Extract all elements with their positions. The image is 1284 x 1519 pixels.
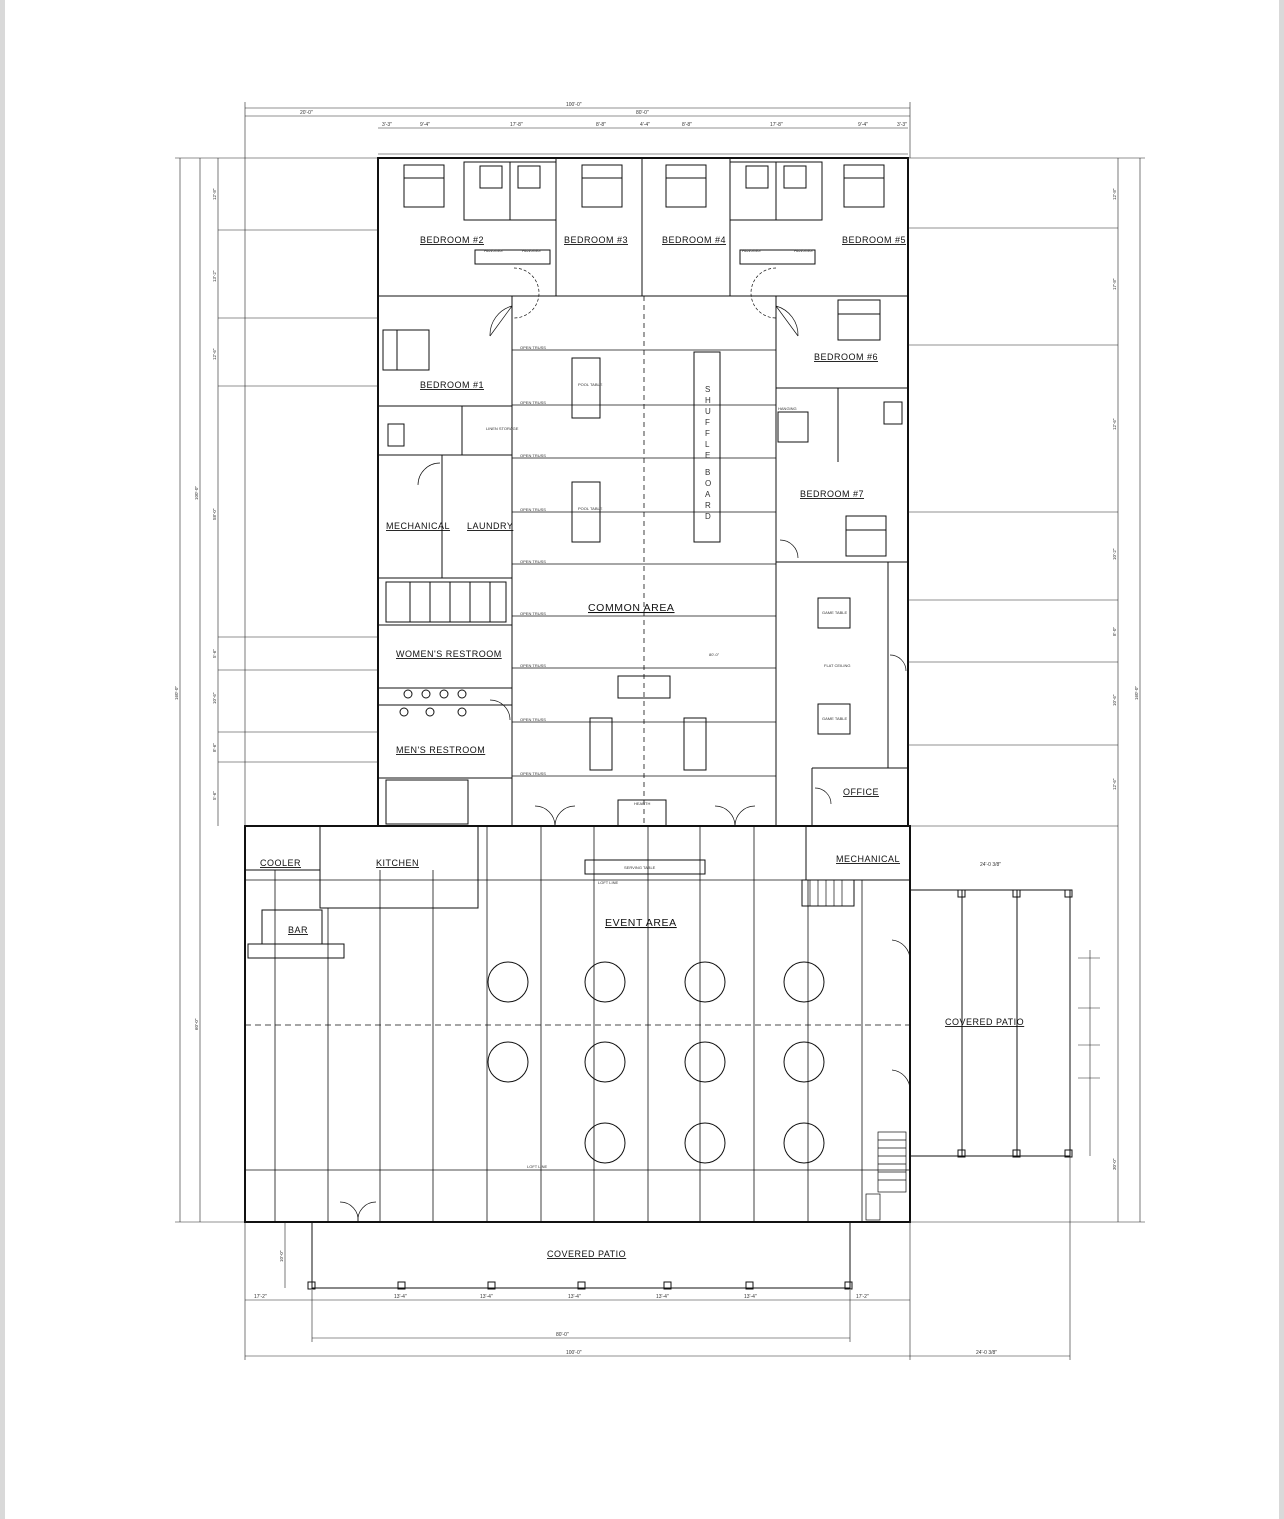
dim-top: 9'-4" <box>858 122 868 128</box>
label-womens-restroom: WOMEN'S RESTROOM <box>396 649 502 659</box>
dim-top: 17'-8" <box>770 122 783 128</box>
stairs <box>810 880 906 1220</box>
label-covered-patio-right: COVERED PATIO <box>945 1017 1025 1027</box>
note-pool-table: POOL TABLE <box>578 382 603 387</box>
dim-left: 5'-6" <box>212 791 217 800</box>
dim-top: 17'-8" <box>510 122 523 128</box>
dim-top: 8'-8" <box>682 122 692 128</box>
dim-bottom: 13'-4" <box>568 1294 581 1300</box>
shuffleboard-letter: R <box>705 501 711 510</box>
label-office: OFFICE <box>843 787 879 797</box>
label-bedroom-3: BEDROOM #3 <box>564 235 629 245</box>
label-covered-patio-bottom: COVERED PATIO <box>547 1249 627 1259</box>
shuffleboard-letter: B <box>705 468 711 477</box>
dim-overall-width: 100'-0" <box>566 102 582 108</box>
shuffleboard-letter: H <box>705 396 711 405</box>
label-common-area: COMMON AREA <box>588 602 675 614</box>
note-open-truss: OPEN TRUSS <box>520 507 546 512</box>
label-kitchen: KITCHEN <box>376 858 420 868</box>
note-open-truss: OPEN TRUSS <box>520 611 546 616</box>
dimension-lines <box>175 102 1145 1360</box>
note-hanging: HANGING <box>778 406 797 411</box>
dim-right: 10'-6" <box>1112 694 1117 706</box>
note-open-truss: OPEN TRUSS <box>520 453 546 458</box>
dim-top: 3'-3" <box>382 122 392 128</box>
note-open-truss: OPEN TRUSS <box>520 717 546 722</box>
toilets-and-fixtures <box>388 166 902 716</box>
shuffleboard-letter: U <box>705 407 711 416</box>
dim-left-offset: 20'-0" <box>300 110 313 116</box>
right-wing-walls <box>776 388 908 826</box>
shuffleboard-letter: F <box>705 418 710 427</box>
note-open-truss: OPEN TRUSS <box>520 559 546 564</box>
sofas <box>590 676 706 770</box>
dim-left: 12'-6" <box>212 348 217 360</box>
label-bedroom-1: BEDROOM #1 <box>420 380 485 390</box>
note-dim: 80'-0" <box>709 652 720 657</box>
label-cooler: COOLER <box>260 858 302 868</box>
bedroom-row-walls <box>378 158 908 296</box>
dim-left: 12'-8" <box>212 188 217 200</box>
note-hearth: HEARTH <box>634 801 651 806</box>
dim-overall-height: 160'-0" <box>174 686 179 700</box>
note-open-truss: OPEN TRUSS <box>520 663 546 668</box>
dim-overall-height-right: 160'-0" <box>1134 686 1139 700</box>
shuffleboard-letter: A <box>705 490 711 499</box>
dim-overall-width-bottom: 100'-0" <box>566 1350 582 1356</box>
label-mens-restroom: MEN'S RESTROOM <box>396 745 486 755</box>
note-game-table: GAME TABLE <box>822 716 848 721</box>
label-bar: BAR <box>288 925 309 935</box>
dim-lower-height: 60'-0" <box>194 1018 199 1030</box>
dim-bottom: 13'-4" <box>394 1294 407 1300</box>
dim-patio-depth: 10'-0" <box>279 1250 284 1262</box>
note-hanging: HANGING <box>794 248 813 253</box>
shuffleboard-letter: D <box>705 512 711 521</box>
dim-right-patio-top: 24'-0 3/8" <box>980 862 1002 868</box>
label-bedroom-2: BEDROOM #2 <box>420 235 485 245</box>
dim-bottom: 17'-2" <box>254 1294 267 1300</box>
note-flat-ceiling: FLAT CEILING <box>824 663 851 668</box>
dim-top: 3'-3" <box>897 122 907 128</box>
note-open-truss: OPEN TRUSS <box>520 400 546 405</box>
dim-left: 5'-6" <box>212 649 217 658</box>
note-open-truss: OPEN TRUSS <box>520 771 546 776</box>
label-mechanical-upper: MECHANICAL <box>386 521 451 531</box>
note-hanging: HANGING <box>742 248 761 253</box>
note-hanging: HANGING <box>522 248 541 253</box>
note-pool-table: POOL TABLE <box>578 506 603 511</box>
dim-top: 4'-4" <box>640 122 650 128</box>
shuffleboard-letter: L <box>705 440 710 449</box>
shuffleboard-letter: E <box>705 451 711 460</box>
dim-upper-height: 100'-0" <box>194 486 199 500</box>
dim-bottom: 13'-4" <box>656 1294 669 1300</box>
dim-right-patio-depth: 30'-0" <box>1112 1158 1117 1170</box>
shuffleboard-letter: S <box>705 385 711 394</box>
label-mechanical-lower: MECHANICAL <box>836 854 901 864</box>
left-wing-walls <box>378 406 512 824</box>
note-loft-line: LOFT LINE <box>527 1164 548 1169</box>
dim-right: 8'-0" <box>1112 627 1117 636</box>
dimension-labels <box>174 102 1139 1356</box>
dim-right-patio-width: 24'-0 3/8" <box>976 1350 998 1356</box>
dim-right: 10'-2" <box>1112 548 1117 560</box>
open-truss-lines <box>512 296 776 826</box>
dim-left: 8'-6" <box>212 743 217 752</box>
note-linen-storage: LINEN STORAGE <box>486 426 519 431</box>
label-bedroom-4: BEDROOM #4 <box>662 235 727 245</box>
fixture-notes <box>484 248 851 1169</box>
dim-upper-width: 80'-0" <box>636 110 649 116</box>
dim-right: 12'-6" <box>1112 778 1117 790</box>
dim-top: 8'-8" <box>596 122 606 128</box>
label-bedroom-5: BEDROOM #5 <box>842 235 907 245</box>
round-tables <box>488 962 824 1163</box>
note-serving-table: SERVING TABLE <box>624 865 656 870</box>
dim-top: 9'-4" <box>420 122 430 128</box>
dim-right: 12'-6" <box>1112 418 1117 430</box>
note-loft-line: LOFT LINE <box>598 880 619 885</box>
dim-left: 10'-6" <box>212 692 217 704</box>
note-open-truss: OPEN TRUSS <box>520 345 546 350</box>
label-laundry: LAUNDRY <box>467 521 514 531</box>
dim-left: 13'-2" <box>212 270 217 282</box>
label-event-area: EVENT AREA <box>605 917 677 929</box>
dim-right: 17'-8" <box>1112 278 1117 290</box>
dim-bottom: 17'-2" <box>856 1294 869 1300</box>
dim-bottom: 13'-4" <box>480 1294 493 1300</box>
note-hanging: HANGING <box>484 248 503 253</box>
label-bedroom-7: BEDROOM #7 <box>800 489 865 499</box>
note-game-table: GAME TABLE <box>822 610 848 615</box>
label-bedroom-6: BEDROOM #6 <box>814 352 879 362</box>
dim-left: 58'-0" <box>212 508 217 520</box>
shuffleboard-letter: O <box>705 479 712 488</box>
dim-right: 12'-8" <box>1112 188 1117 200</box>
dim-patio-width: 80'-0" <box>556 1332 569 1338</box>
shuffleboard-letter: F <box>705 429 710 438</box>
dim-bottom: 13'-4" <box>744 1294 757 1300</box>
